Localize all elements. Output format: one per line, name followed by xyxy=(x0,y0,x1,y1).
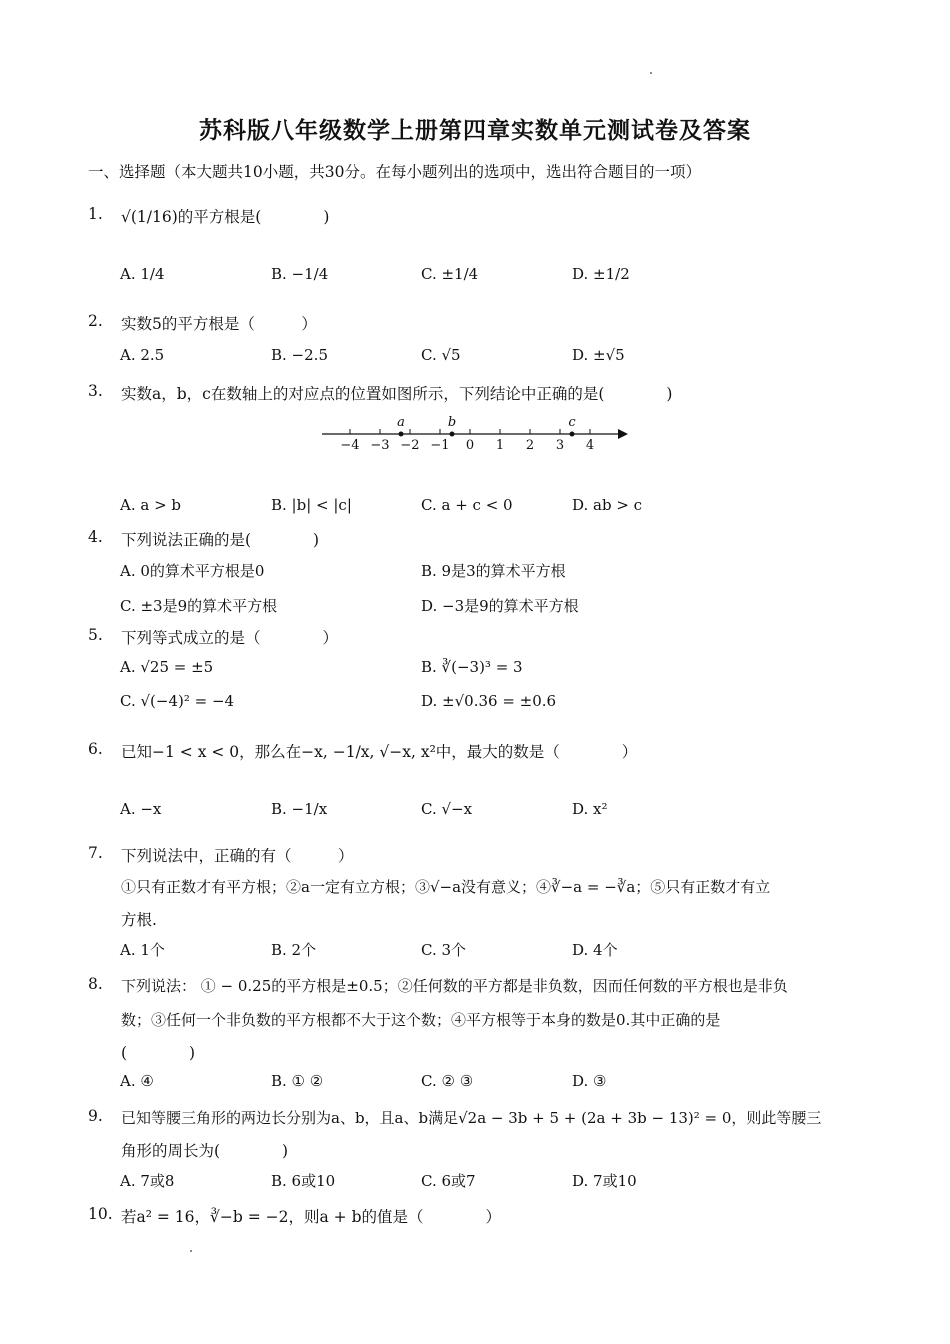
option-c: C. 6或7 xyxy=(421,1172,476,1190)
option-c: C. √(−4)² = −4 xyxy=(120,692,235,710)
option-a: A. 2.5 xyxy=(120,346,165,364)
question-text: 实数a，b，c在数轴上的对应点的位置如图所示，下列结论中正确的是( ) xyxy=(121,385,673,403)
question-text: 已知−1 < x < 0，那么在−x, −1/x, √−x, x²中，最大的数是（ ） xyxy=(121,743,638,761)
option-d: D. ③ xyxy=(572,1072,607,1090)
tick-label: −1 xyxy=(430,438,450,453)
option-d: D. 7或10 xyxy=(572,1172,637,1190)
stray-dot xyxy=(190,1250,192,1252)
question-text-line-2: ①只有正数才有平方根；②a一定有立方根；③√−a没有意义；④∛−a = −∛a；⑤只有正数才有立 xyxy=(121,878,771,896)
question-text: 若a² = 16，∛−b = −2，则a + b的值是（ ） xyxy=(121,1208,502,1226)
option-d: D. −3是9的算术平方根 xyxy=(421,597,579,615)
question-text-line-2: 角形的周长为( ) xyxy=(121,1142,289,1160)
option-a: A. ④ xyxy=(120,1072,154,1090)
option-c: C. ±3是9的算术平方根 xyxy=(120,597,278,615)
option-c: C. √5 xyxy=(421,346,461,364)
question-text-line-3: ( ) xyxy=(121,1044,196,1062)
option-a: A. 0的算术平方根是0 xyxy=(120,562,265,580)
option-a: A. 1/4 xyxy=(120,265,165,283)
question-text: √(1/16)的平方根是( ) xyxy=(121,208,330,226)
option-d: D. ±1/2 xyxy=(572,265,630,283)
question-text-line-2: 数；③任何一个非负数的平方根都不大于这个数；④平方根等于本身的数是0.其中正确的是 xyxy=(121,1011,721,1029)
option-d: D. ab > c xyxy=(572,496,643,514)
point-marker xyxy=(450,432,455,437)
option-a: A. −x xyxy=(120,800,162,818)
tick-label: 4 xyxy=(585,438,595,453)
question-number: 1. xyxy=(88,205,103,223)
section-heading: 一、选择题（本大题共10小题，共30分。在每小题列出的选项中，选出符合题目的一项） xyxy=(88,163,701,181)
question-number: 5. xyxy=(88,626,103,644)
question-number: 4. xyxy=(88,528,103,546)
option-d: D. x² xyxy=(572,800,608,818)
question-number: 6. xyxy=(88,740,103,758)
question-number: 2. xyxy=(88,312,103,330)
option-a: A. a > b xyxy=(120,496,182,514)
option-b: B. |b| < |c| xyxy=(271,496,352,514)
point-label: a xyxy=(397,415,405,430)
option-b: B. 9是3的算术平方根 xyxy=(421,562,566,580)
option-c: C. ② ③ xyxy=(421,1072,474,1090)
option-d: D. 4个 xyxy=(572,941,618,959)
question-text: 下列说法正确的是( ) xyxy=(121,531,320,549)
option-a: A. 1个 xyxy=(120,941,165,959)
tick-label: −3 xyxy=(370,438,390,453)
tick-label: 0 xyxy=(465,438,475,453)
tick-label: −2 xyxy=(400,438,420,453)
page-title: 苏科版八年级数学上册第四章实数单元测试卷及答案 xyxy=(199,118,751,144)
option-b: B. 6或10 xyxy=(271,1172,336,1190)
question-text: 实数5的平方根是（ ） xyxy=(121,315,317,333)
question-text: 已知等腰三角形的两边长分别为a、b，且a、b满足√2a − 3b + 5 + (2a + 3b − 13)² = 0，则此等腰三 xyxy=(121,1109,822,1127)
option-b: B. ∛(−3)³ = 3 xyxy=(421,658,523,676)
point-marker xyxy=(399,432,404,437)
question-text: 下列等式成立的是（ ） xyxy=(121,629,339,647)
question-text-line-3: 方根. xyxy=(121,911,157,929)
tick-label: 2 xyxy=(525,438,535,453)
question-number: 8. xyxy=(88,975,103,993)
question-number: 10. xyxy=(88,1205,113,1223)
point-label: b xyxy=(447,415,457,430)
arrow-icon xyxy=(618,429,628,439)
question-text: 下列说法： ① − 0.25的平方根是±0.5；②任何数的平方都是非负数，因而任何数的平方根也是非负 xyxy=(121,977,788,995)
option-b: B. −2.5 xyxy=(271,346,328,364)
option-d: D. ±√0.36 = ±0.6 xyxy=(421,692,557,710)
option-a: A. 7或8 xyxy=(120,1172,175,1190)
stray-dot xyxy=(650,72,652,74)
option-b: B. −1/4 xyxy=(271,265,329,283)
question-number: 3. xyxy=(88,382,103,400)
option-b: B. 2个 xyxy=(271,941,317,959)
tick-label: 3 xyxy=(555,438,565,453)
option-d: D. ±√5 xyxy=(572,346,625,364)
number-line-figure xyxy=(318,410,638,456)
option-c: C. a + c < 0 xyxy=(421,496,513,514)
tick-label: 1 xyxy=(495,438,505,453)
point-marker xyxy=(570,432,575,437)
option-c: C. √−x xyxy=(421,800,473,818)
point-label: c xyxy=(568,415,576,430)
question-number: 9. xyxy=(88,1107,103,1125)
option-a: A. √25 = ±5 xyxy=(120,658,214,676)
tick-label: −4 xyxy=(340,438,360,453)
option-c: C. ±1/4 xyxy=(421,265,479,283)
option-b: B. ① ② xyxy=(271,1072,324,1090)
question-text: 下列说法中，正确的有（ ） xyxy=(121,847,354,865)
option-c: C. 3个 xyxy=(421,941,467,959)
option-b: B. −1/x xyxy=(271,800,328,818)
question-number: 7. xyxy=(88,844,103,862)
